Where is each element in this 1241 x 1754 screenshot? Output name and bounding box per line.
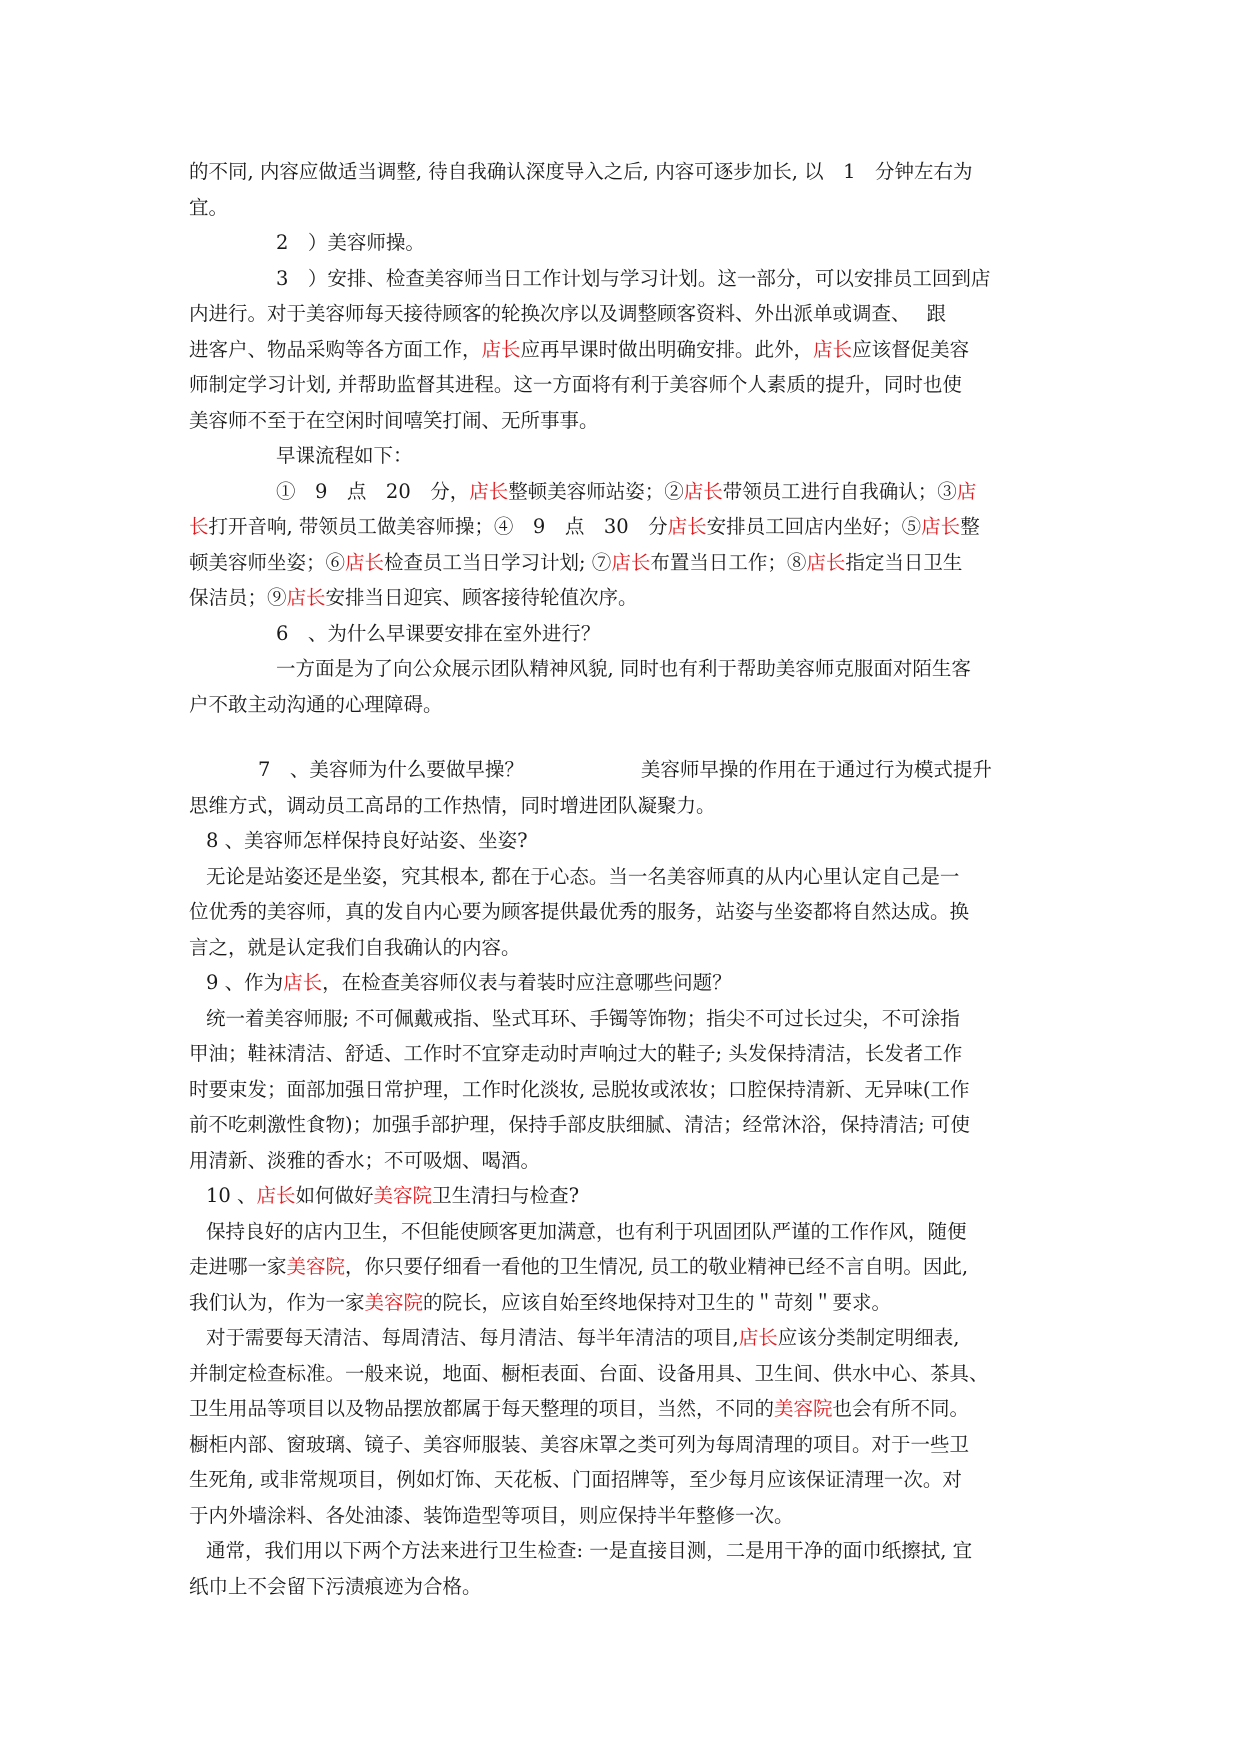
highlighted-term: 店长 [283,971,323,994]
text-segment: 顿美容师坐姿；⑥ [189,550,346,574]
text-segment: 安排员工回店内坐好；⑤ [706,515,922,538]
text-line [189,1001,1059,1037]
text-segment: 布置当日工作；⑧ [650,550,807,574]
text-segment: 卫生清扫与检查? [432,1184,580,1207]
text-line [189,1356,1059,1392]
text-segment: 我们认为，作为一家 [189,1290,365,1314]
text-segment: 保洁员；⑨ [189,586,287,609]
text-line [189,1320,1059,1356]
text-line [189,1107,1059,1143]
text-segment: 8 、美容师怎样保持良好站姿、坐姿? [206,829,528,852]
text-segment: 保持良好的店内卫生，不但能使顾客更加满意，也有利于巩固团队严谨的工作作风，随便 [206,1219,967,1243]
paragraph-gap [189,722,1059,752]
text-segment: 前不吃刺激性食物)；加强手部护理，保持手部皮肤细腻、清洁；经常沐浴，保持清洁; 可使 [189,1113,970,1136]
highlighted-term: 店长 [345,550,385,574]
text-line [189,1249,1059,1285]
highlighted-term: 店 [956,479,977,503]
highlighted-term: 店长 [806,550,846,574]
text-line [189,580,1059,616]
text-line [189,894,1059,930]
text-line [189,509,1059,545]
text-segment: 对于需要每天清洁、每周清洁、每月清洁、每半年清洁的项目, [206,1326,739,1349]
text-segment: 用清新、淡雅的香水；不可吸烟、喝酒。 [189,1148,541,1172]
text-line [189,1533,1059,1569]
text-line [189,225,1059,261]
text-segment: 于内外墙涂料、各处油漆、装饰造型等项目，则应保持半年整修一次。 [189,1503,794,1527]
text-segment: 打开音响, 带领员工做美容师操；④ 9 点 30 分 [208,515,668,538]
text-line [189,190,1059,226]
text-line [189,788,1059,824]
text-segment: 6 、为什么早课要安排在室外进行？ [276,621,601,645]
text-line [189,474,1059,510]
text-line [189,1036,1059,1072]
highlighted-term: 美容院 [364,1290,424,1314]
text-segment: 如何做好 [295,1184,374,1207]
text-segment: 通常，我们用以下两个方法来进行卫生检查: 一是直接目测，二是用干净的面巾纸擦拭, 宜 [206,1539,973,1562]
text-segment: 整顿美容师站姿；② [508,479,684,503]
highlighted-term: 长 [189,515,209,538]
text-segment: 橱柜内部、窗玻璃、镜子、美容师服装、美容床罩之类可列为每周清理的项目。对于一些卫 [189,1432,970,1456]
text-segment: 内进行。对于美容师每天接待顾客的轮换次序以及调整顾客资料、外出派单或调查、 跟 [189,302,946,325]
text-segment: 纸巾上不会留下污渍痕迹为合格。 [189,1574,482,1598]
text-line [189,154,1059,190]
text-segment: 甲油；鞋袜清洁、舒适、工作时不宜穿走动时声响过大的鞋子; 头发保持清洁，长发者工作 [189,1042,963,1065]
text-line [189,1498,1059,1534]
text-segment: 统一着美容师服; 不可佩戴戒指、坠式耳环、手镯等饰物；指尖不可过长过尖，不可涂指 [206,1006,960,1030]
text-line [189,687,1059,723]
text-segment: 2 ）美容师操。 [276,231,425,254]
text-line [189,1427,1059,1463]
text-segment: 9 、作为 [206,971,284,994]
text-segment: 户不敢主动沟通的心理障碍。 [189,692,443,716]
text-line [189,859,1059,895]
highlighted-term: 店长 [256,1184,296,1207]
text-segment: 检查员工当日学习计划; ⑦ [384,550,612,574]
highlighted-term: 店长 [813,337,853,361]
text-segment: 也会有所不同。 [832,1397,970,1420]
text-segment: 进客户、物品采购等各方面工作， [189,337,482,361]
text-segment: ，你只要仔细看一看他的卫生情况, 员工的敬业精神已经不言自明。因此, [345,1255,969,1278]
text-line [189,823,1059,859]
highlighted-term: 店长 [683,479,723,503]
text-line [189,1391,1059,1427]
text-segment: 10 、 [206,1184,257,1207]
text-segment: 的不同, 内容应做适当调整, 待自我确认深度导入之后, 内容可逐步加长, 以 1 分钟左右为 [189,160,973,183]
text-segment: 走进哪一家 [189,1255,287,1278]
text-line [189,367,1059,403]
text-segment: 并制定检查标准。一般来说，地面、橱柜表面、台面、设备用具、卫生间、供水中心、茶具、 [189,1361,989,1385]
text-segment: 安排当日迎宾、顾客接待轮值次序。 [325,586,638,609]
highlighted-term: 店长 [738,1326,778,1349]
highlighted-term: 店长 [469,479,509,503]
text-line [189,1214,1059,1250]
text-line [189,1462,1059,1498]
text-line [189,752,1059,788]
text-segment: 应该分类制定明细表, [777,1326,960,1349]
text-line [189,438,1059,474]
text-line [189,651,1059,687]
text-segment: 带领员工进行自我确认；③ [722,479,957,503]
text-line [189,1143,1059,1179]
text-line [189,1178,1059,1214]
text-line [189,1569,1059,1605]
highlighted-term: 美容院 [286,1255,346,1278]
text-line [189,403,1059,439]
text-segment: 卫生用品等项目以及物品摆放都属于每天整理的项目，当然，不同的 [189,1397,775,1420]
text-segment: 美容师不至于在空闲时间嘻笑打闹、无所事事。 [189,408,599,432]
text-segment: 无论是站姿还是坐姿，究其根本, 都在于心态。当一名美容师真的从内心里认定自己是一 [206,864,960,888]
highlighted-term: 美容院 [774,1397,833,1420]
highlighted-term: 美容院 [373,1184,433,1207]
text-line [189,296,1059,332]
text-line [189,1285,1059,1321]
text-line [189,261,1059,297]
text-segment: 3 ）安排、检查美容师当日工作计划与学习计划。这一部分，可以安排员工回到店 [276,266,991,290]
document-body [189,154,1059,1604]
text-segment: ① 9 点 20 分， [276,479,470,503]
text-segment: 的院长，应该自始至终地保持对卫生的＂苛刻＂要求。 [423,1290,892,1314]
highlighted-term: 店长 [611,550,651,574]
text-line [189,930,1059,966]
highlighted-term: 店长 [921,515,961,538]
text-segment: 早课流程如下： [276,444,413,467]
text-line [189,616,1059,652]
text-segment: ，在检查美容师仪表与着装时应注意哪些问题？ [322,971,732,994]
text-segment: 指定当日卫生 [845,550,963,574]
text-line [189,332,1059,368]
text-segment: 生死角, 或非常规项目，例如灯饰、天花板、门面招牌等，至少每月应该保证清理一次。对 [189,1468,962,1491]
text-segment: 宜。 [189,195,229,219]
text-segment: 一方面是为了向公众展示团队精神风貌, 同时也有利于帮助美容师克服面对陌生客 [276,657,971,680]
text-segment: 师制定学习计划, 并帮助监督其进程。这一方面将有利于美容师个人素质的提升，同时也使 [189,373,962,396]
text-segment: 应该督促美容 [852,337,970,361]
highlighted-term: 店长 [667,515,707,538]
text-segment: 7 、美容师为什么要做早操？ 美容师早操的作用在于通过行为模式提升 [258,758,992,781]
text-segment: 言之，就是认定我们自我确认的内容。 [189,935,521,959]
highlighted-term: 店长 [481,337,521,361]
text-segment: 应再早课时做出明确安排。此外， [520,337,814,361]
text-segment: 位优秀的美容师，真的发自内心要为顾客提供最优秀的服务，站姿与坐姿都将自然达成。换 [189,900,970,923]
text-line [189,965,1059,1001]
text-segment: 思维方式，调动员工高昂的工作热情，同时增进团队凝聚力。 [189,793,716,817]
text-line [189,1072,1059,1108]
text-line [189,545,1059,581]
text-segment: 时要束发；面部加强日常护理，工作时化淡妆, 忌脱妆或浓妆；口腔保持清新、无异味(工作 [189,1077,970,1101]
highlighted-term: 店长 [286,586,326,609]
text-segment: 整 [960,515,980,538]
